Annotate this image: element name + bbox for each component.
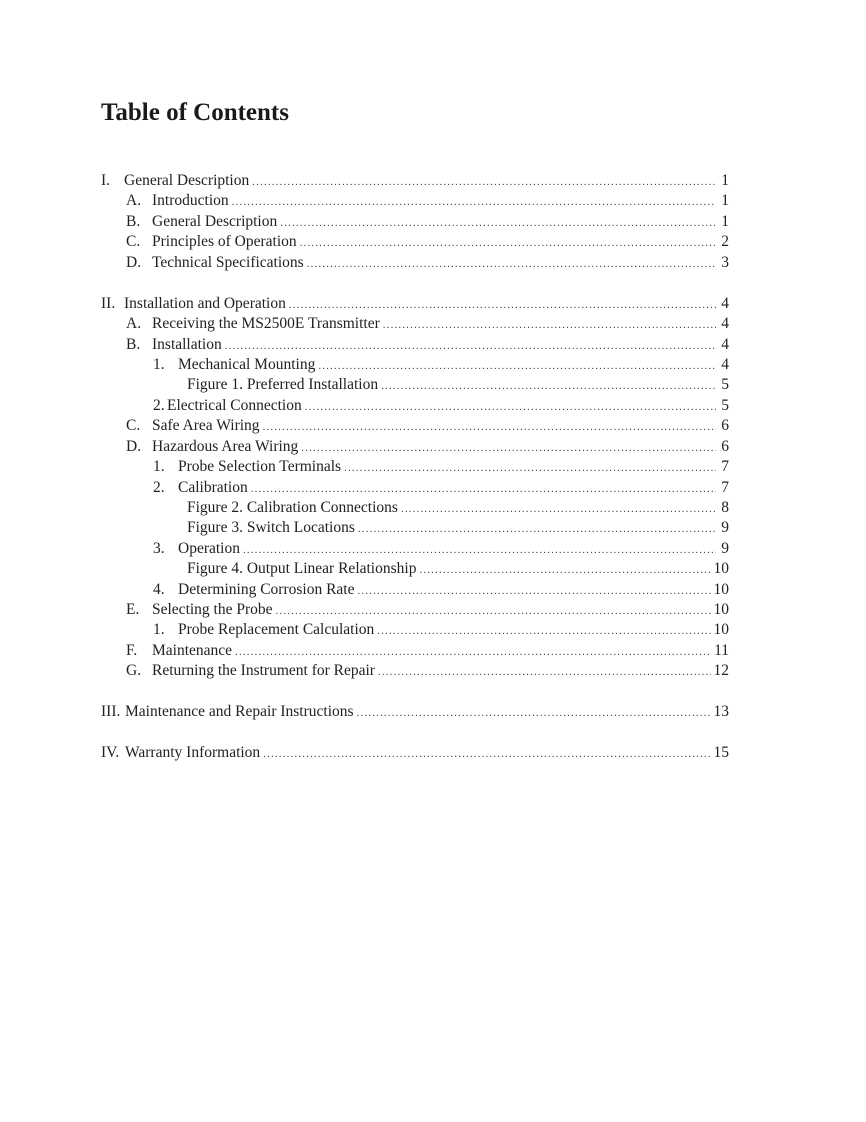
toc-entry-number: 4.: [153, 581, 165, 598]
toc-entry-number: C.: [126, 417, 141, 434]
toc-entry[interactable]: [153, 620, 729, 640]
toc-entry-number: D.: [126, 254, 142, 271]
toc-entry-page: 4: [721, 315, 729, 332]
toc-entry-page: 1: [721, 172, 729, 189]
toc-entry[interactable]: [153, 457, 729, 477]
dot-leader: [383, 315, 716, 335]
toc-entry[interactable]: [153, 580, 729, 600]
dot-leader: [377, 621, 710, 641]
toc-entry-number: B.: [126, 336, 141, 353]
toc-entry-number: 2.: [153, 479, 165, 496]
toc-entry-number: B.: [126, 213, 141, 230]
toc-entry[interactable]: [153, 355, 729, 375]
toc-entry-page: 12: [713, 662, 729, 679]
dot-leader: [378, 662, 711, 682]
toc-entry-label: Electrical Connection: [167, 397, 302, 414]
toc-entry-page: 13: [713, 703, 729, 720]
dot-leader: [276, 601, 711, 621]
toc-entry[interactable]: [126, 314, 729, 334]
toc-entry[interactable]: [187, 498, 729, 518]
toc-entry-number: G.: [126, 662, 142, 679]
dot-leader: [252, 172, 716, 192]
toc-entry-number: 1.: [153, 621, 165, 638]
toc-entry[interactable]: [126, 232, 729, 252]
toc-entry-page: 4: [721, 336, 729, 353]
toc-entry-label: Probe Replacement Calculation: [178, 621, 375, 638]
toc-entry-label: Maintenance and Repair Instructions: [125, 703, 354, 720]
toc-entry[interactable]: [126, 416, 729, 436]
toc-entry[interactable]: [187, 375, 729, 395]
toc-entry-label: Mechanical Mounting: [178, 356, 316, 373]
dot-leader: [235, 642, 711, 662]
dot-leader: [243, 540, 716, 560]
toc-entry-page: 5: [721, 376, 729, 393]
toc-entry-page: 4: [721, 356, 729, 373]
dot-leader: [301, 438, 716, 458]
toc-entry-label: Warranty Information: [125, 744, 261, 761]
toc-entry-label: Technical Specifications: [152, 254, 304, 271]
toc-entry-label: Receiving the MS2500E Transmitter: [152, 315, 380, 332]
toc-entry-page: 2: [721, 233, 729, 250]
toc-entry-number: IV.: [101, 744, 120, 761]
dot-leader: [305, 397, 716, 417]
toc-entry-label: Selecting the Probe: [152, 601, 273, 618]
toc-entry[interactable]: [187, 518, 729, 538]
toc-entry-page: 3: [721, 254, 729, 271]
toc-entry[interactable]: [101, 702, 729, 722]
toc-entry-page: 11: [714, 642, 729, 659]
toc-entry[interactable]: [126, 600, 729, 620]
toc-entry-label: Figure 1. Preferred Installation: [187, 376, 379, 393]
dot-leader: [358, 519, 716, 539]
toc-entry-label: General Description: [124, 172, 250, 189]
toc-entry-number: 1.: [153, 356, 165, 373]
toc-entry-number: D.: [126, 438, 142, 455]
toc-entry-label: Figure 3. Switch Locations: [187, 519, 355, 536]
dot-leader: [263, 417, 716, 437]
toc-entry-number: III.: [101, 703, 121, 720]
toc-entry-number: C.: [126, 233, 141, 250]
page-title: Table of Contents: [101, 99, 289, 126]
toc-entry-number: 2.: [153, 397, 165, 414]
dot-leader: [300, 233, 716, 253]
dot-leader: [225, 336, 716, 356]
toc-entry-page: 10: [713, 560, 729, 577]
toc-entry-label: Maintenance: [152, 642, 233, 659]
toc-entry-page: 9: [721, 540, 729, 557]
toc-entry[interactable]: [153, 539, 729, 559]
toc-entry[interactable]: [101, 743, 729, 763]
toc-entry[interactable]: [126, 437, 729, 457]
toc-entry[interactable]: [126, 212, 729, 232]
toc-entry[interactable]: [126, 191, 729, 211]
dot-leader: [263, 744, 710, 764]
toc-entry-page: 6: [721, 438, 729, 455]
dot-leader: [307, 254, 716, 274]
toc-entry[interactable]: [126, 661, 729, 681]
toc-entry-label: Figure 4. Output Linear Relationship: [187, 560, 417, 577]
dot-leader: [419, 560, 710, 580]
toc-entry-number: F.: [126, 642, 138, 659]
toc-entry-number: 3.: [153, 540, 165, 557]
toc-entry-page: 4: [721, 295, 729, 312]
toc-entry-page: 10: [713, 601, 729, 618]
toc-entry-label: Operation: [178, 540, 240, 557]
toc-entry-label: Figure 2. Calibration Connections: [187, 499, 398, 516]
toc-entry-page: 9: [721, 519, 729, 536]
toc-entry-label: Installation and Operation: [124, 295, 286, 312]
toc-entry-page: 10: [713, 621, 729, 638]
dot-leader: [251, 479, 716, 499]
dot-leader: [381, 376, 716, 396]
toc-entry-label: Probe Selection Terminals: [178, 458, 342, 475]
toc-entry-page: 8: [721, 499, 729, 516]
dot-leader: [358, 581, 711, 601]
dot-leader: [289, 295, 716, 315]
dot-leader: [401, 499, 716, 519]
toc-entry-number: E.: [126, 601, 140, 618]
dot-leader: [232, 192, 716, 212]
toc-entry-page: 6: [721, 417, 729, 434]
toc-entry-label: General Description: [152, 213, 278, 230]
toc-entry[interactable]: [153, 478, 729, 498]
toc-entry[interactable]: [126, 641, 729, 661]
toc-entry[interactable]: [101, 171, 729, 191]
toc-entry-label: Hazardous Area Wiring: [152, 438, 299, 455]
toc-entry[interactable]: [187, 559, 729, 579]
dot-leader: [344, 458, 716, 478]
toc-entry-label: Principles of Operation: [152, 233, 297, 250]
toc-entry-number: A.: [126, 315, 142, 332]
toc-entry-page: 7: [721, 479, 729, 496]
toc-entry-page: 1: [721, 213, 729, 230]
toc-entry[interactable]: [126, 335, 729, 355]
toc-entry-page: 10: [713, 581, 729, 598]
toc-entry-label: Calibration: [178, 479, 248, 496]
toc-entry-page: 1: [721, 192, 729, 209]
dot-leader: [357, 703, 711, 723]
toc-entry[interactable]: [153, 396, 729, 416]
toc-entry-label: Introduction: [152, 192, 229, 209]
dot-leader: [318, 356, 716, 376]
toc-entry-label: Safe Area Wiring: [152, 417, 260, 434]
toc-entry-label: Returning the Instrument for Repair: [152, 662, 375, 679]
toc-entry[interactable]: [126, 253, 729, 273]
toc-entry-page: 5: [721, 397, 729, 414]
toc-entry-number: II.: [101, 295, 116, 312]
dot-leader: [280, 213, 716, 233]
toc-entry-page: 15: [713, 744, 729, 761]
toc-entry-number: 1.: [153, 458, 165, 475]
toc-entry-label: Determining Corrosion Rate: [178, 581, 355, 598]
toc-entry-number: I.: [101, 172, 111, 189]
toc-entry[interactable]: [101, 294, 729, 314]
toc-entry-label: Installation: [152, 336, 222, 353]
toc-entry-number: A.: [126, 192, 142, 209]
toc-entry-page: 7: [721, 458, 729, 475]
